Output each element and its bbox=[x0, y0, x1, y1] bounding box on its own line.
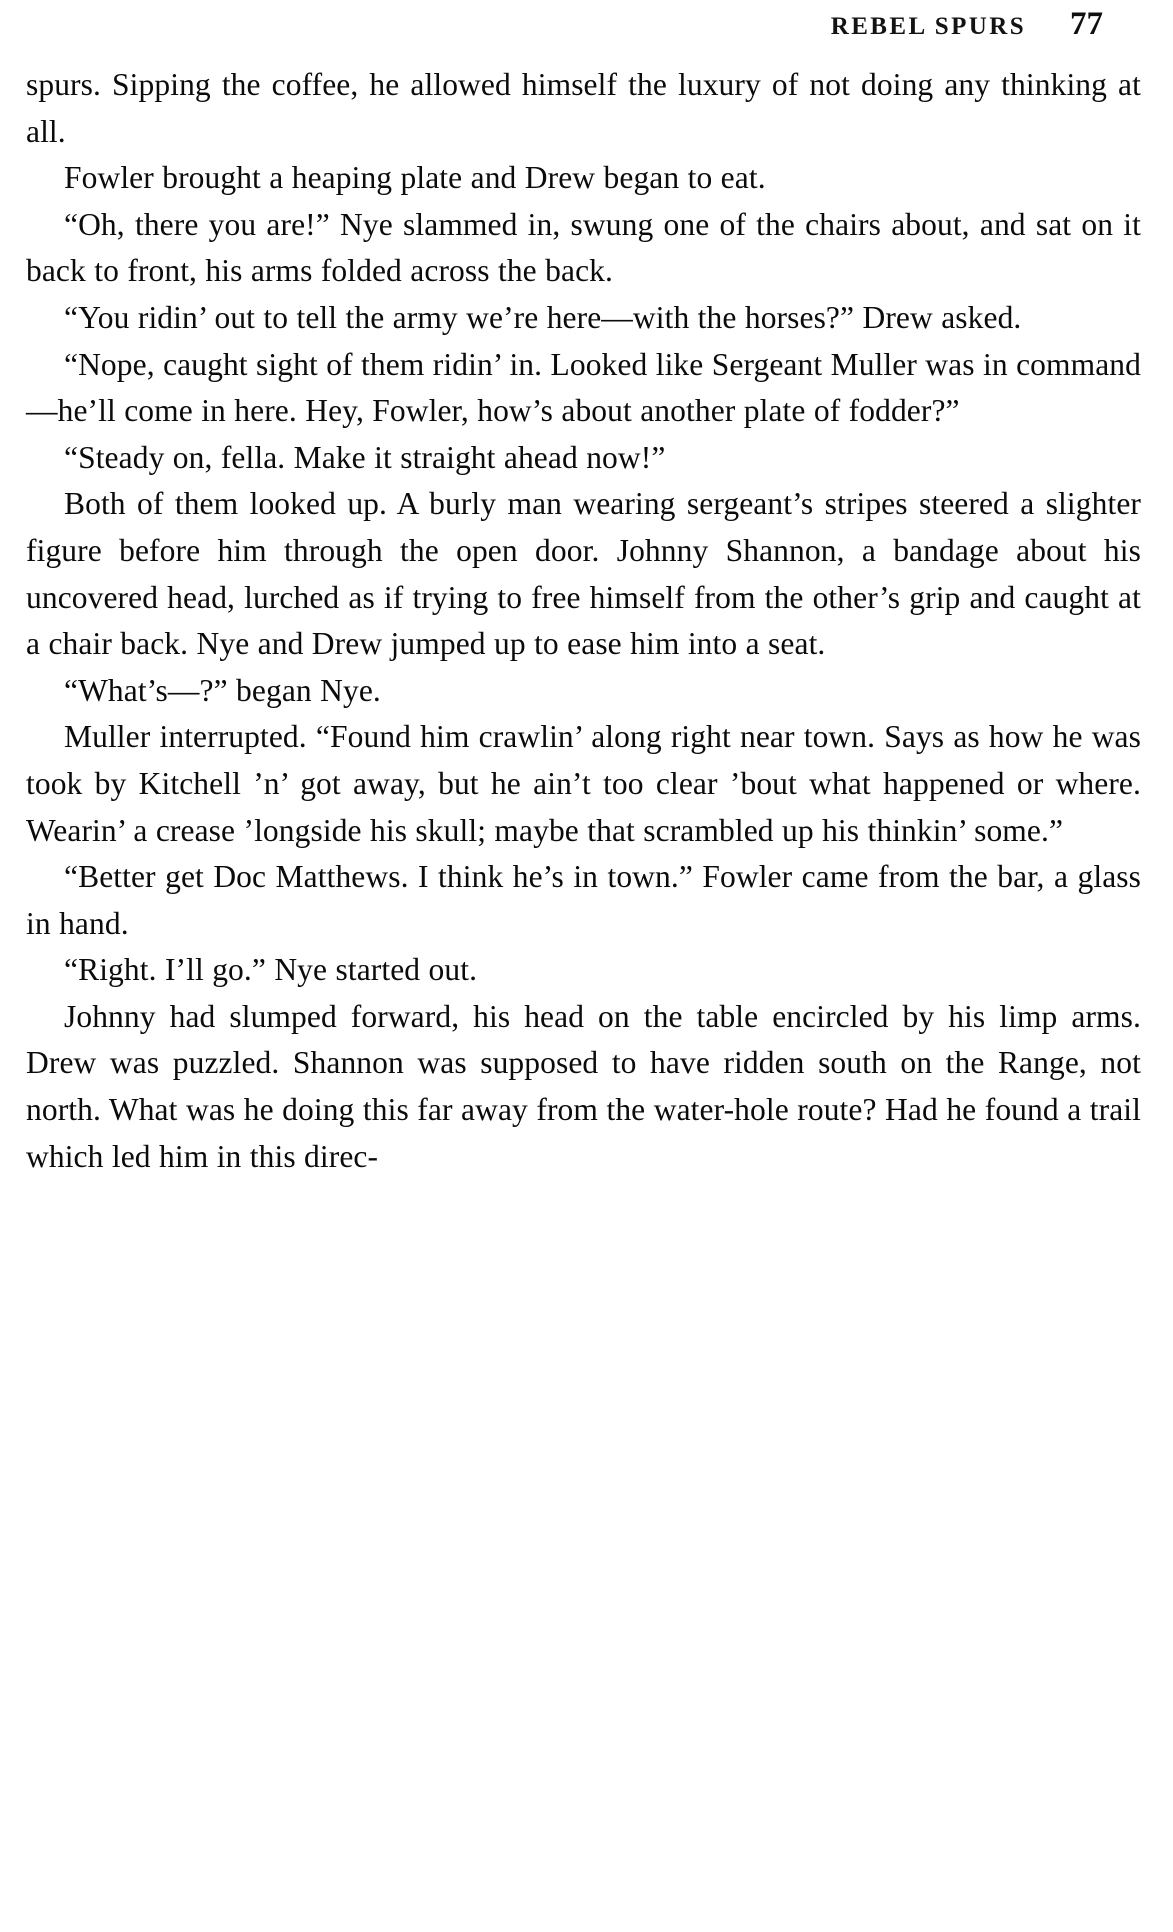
paragraph: Fowler brought a heaping plate and Drew began to eat. bbox=[64, 160, 766, 196]
paragraph: Johnny had slumped forward, his head on the table encircled by his limp arms. Drew was puzzled. Shannon was supposed to have ridden south on the Range, not north. What was he doing this far away from the water-hole route? Had he found a trail which led him in this direc- bbox=[26, 998, 1141, 1174]
paragraph: Both of them looked up. A burly man wearing sergeant’s stripes steered a slighter figure before him through the open door. Johnny Shannon, a bandage about his uncovered head, lurched as if trying to free himself from the other’s grip and caught at a chair back. Nye and Drew jumped up to ease him into a seat. bbox=[26, 486, 1141, 662]
page-header bbox=[0, 8, 1173, 60]
paragraph: spurs. Sipping the coffee, he allowed himself the luxury of not doing any thinking at all. bbox=[26, 67, 1141, 149]
paragraph: “Right. I’ll go.” Nye started out. bbox=[64, 952, 478, 988]
page-number: 77 bbox=[1070, 6, 1103, 42]
running-head: REBEL SPURS bbox=[830, 13, 1026, 40]
paragraph: “Steady on, fella. Make it straight ahead now!” bbox=[64, 439, 666, 475]
paragraph: “Nope, caught sight of them ridin’ in. Looked like Sergeant Muller was in command—he’ll come in here. Hey, Fowler, how’s about another plate of fodder?” bbox=[26, 346, 1141, 429]
paragraph: “Oh, there you are!” Nye slammed in, swung one of the chairs about, and sat on it back to front, his arms folded across the back. bbox=[26, 206, 1141, 289]
paragraph: Muller interrupted. “Found him crawlin’ along right near town. Says as how he was took by Kitchell ’n’ got away, but he ain’t too clear ’bout what happened or where. Wearin’ a crease ’longside his skull; maybe that scrambled up his thinkin’ some.” bbox=[26, 719, 1141, 848]
paragraph: “What’s—?” began Nye. bbox=[64, 672, 381, 708]
paragraph: “You ridin’ out to tell the army we’re here—with the horses?” Drew asked. bbox=[64, 299, 1022, 335]
page-body bbox=[26, 62, 1141, 1180]
paragraph: “Better get Doc Matthews. I think he’s in town.” Fowler came from the bar, a glass in hand. bbox=[26, 859, 1141, 941]
